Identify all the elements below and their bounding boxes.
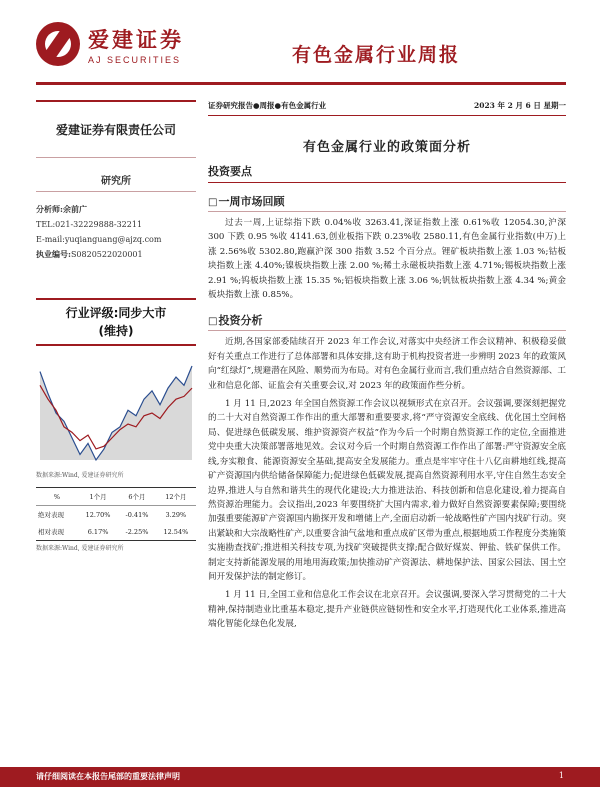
chart-source: 数据来源:Wind, 爱建证券研究所 (36, 472, 124, 479)
performance-chart-svg (36, 358, 196, 468)
chart-area-fill (40, 366, 192, 460)
section-heading-key-points: 投资要点 (208, 163, 566, 183)
table-row (36, 523, 196, 541)
table-cell: 12.70% (85, 510, 111, 519)
analyst-tel: TEL:021-32229888-32211 (36, 220, 143, 229)
industry-rating (36, 298, 196, 346)
report-title: 有色金属行业周报 (292, 44, 461, 66)
logo-en: AJ SECURITIES (88, 54, 182, 65)
document-title: 有色金属行业的政策面分析 (302, 140, 471, 155)
table-row (36, 506, 196, 524)
table-cell: 6.17% (87, 527, 109, 536)
table-header-cell: 1个月 (78, 488, 118, 506)
table-cell: -2.25% (125, 527, 149, 536)
section-heading-investment-analysis: □ 投资分析 (208, 312, 566, 331)
row-label: 相对表现 (38, 528, 64, 536)
rating-line2: (维持) (98, 324, 134, 338)
left-sidebar (36, 100, 196, 552)
company-name: 爱建证券有限责任公司 (36, 100, 196, 158)
analyst-label: 分析师: (36, 204, 63, 214)
paragraph-market-review: 过去一周,上证综指下跌 0.04%收 3263.41,深证指数上涨 0.61%收 12054.30,沪深 300 下跌 0.95 %收 4141.63,创业板指下跌 0.23%收 2580.11,有色金属行业指数(申万)上涨 2.56%收 5302.80,跑赢沪深 300 指数 3.52 个百分点。锂矿板块指数上涨 1.03 %;钴板块指数上涨 4.40%;镍板块指数上涨 2.00 %;稀土永磁板块指数上涨 4.71%;锡板块指数上涨 2.91 %;钨板块指数上涨 15.35 %;铝板块指数上涨 3.06 %;钒钛板块指数上涨 4.34 %;黄金板块指数上涨 0.85%。 (208, 218, 566, 301)
table-header-row (36, 488, 196, 506)
cert-number: S0820522020001 (70, 250, 143, 259)
logo-mark-icon (36, 22, 80, 66)
table-header-cell: % (36, 488, 78, 506)
table-cell: 3.29% (165, 510, 187, 519)
paragraph-intro: 近期,各国家部委陆续召开 2023 年工作会议,对落实中央经济工作会议精神、积极稳妥做好有关重点工作进行了总体部署和具体安排,这有助于机构投资者进一步辨明 2023 年的政策风向“红绿灯”,规避潜在风险、顺势而为布局。对有色金属行业而言,我们重点结合自然资源部、工业和信息化部、证监会有关重要会议,对 2023 年的政策面作些分析。 (208, 337, 567, 391)
logo-cn: 爱建证券 (88, 27, 184, 52)
table-cell: 12.54% (163, 527, 189, 536)
table-source: 数据来源:Wind, 爱建证券研究所 (36, 545, 124, 552)
analyst-name: 余前广 (62, 204, 87, 214)
header-divider (36, 82, 566, 85)
section-heading-market-review: □ 一周市场回顾 (208, 193, 566, 212)
analyst-info (36, 202, 196, 262)
report-category: 证券研究报告●周报●有色金属行业 (208, 101, 327, 110)
performance-chart (36, 358, 196, 468)
brand-logo (36, 22, 184, 66)
report-date: 2023 年 2 月 6 日 星期一 (474, 101, 566, 110)
main-content (208, 100, 566, 632)
report-meta (208, 100, 566, 116)
legal-notice: 请仔细阅读在本报告尾部的重要法律声明 (36, 772, 180, 781)
report-header (0, 0, 600, 86)
paragraph-natural-resources: 1 月 11 日,2023 年全国自然资源工作会议以视频形式在京召开。会议强调,要深刻把握党的二十大对自然资源工作作出的重大部署和重要要求,将“严守资源安全底线、优化国土空间格局、促进绿色低碳发展、维护资源资产权益”作为今后一个时期自然资源工作的定位,全面推进党中央重大决策部署落地见效。会议对今后一个时期自然资源工作作出了部署:严守资源安全底线,夯实粮食、能源资源安全基础,提高安全发展能力。重点是牢牢守住十八亿亩耕地红线,提高矿产资源国内供给储备保障能力;促进绿色低碳发展,提高自然资源利用水平,守住自然生态安全边界,推进人与自然和谐共生的现代化建设;大力推进法治、科技创新和信息化建设,着力提高自然资源治理能力。会议指出,2023 年要围绕扩大国内需求,着力做好自然资源要素保障;要围绕加强重要能源矿产资源国内勘探开发和增储上产,全面启动新一轮战略性矿产国内找矿行动。突出紧缺和大宗战略性矿产,以重要含油气盆地和重点成矿区带为重点,根据地质工作程度分类施策实施勘查找矿;推进相关科技专项,为找矿突破提供支撑;配合做好煤炭、钾盐、铁矿保供工作。制定支持新能源发展的用地用海政策;加快推动矿产资源法、耕地保护法、国家公园法、国土空间开发保护法的制定修订。 (208, 399, 566, 582)
table-header-cell: 6个月 (118, 488, 156, 506)
analyst-email: E-mail:yuqianguang@ajzq.com (36, 235, 162, 244)
row-label: 绝对表现 (38, 511, 64, 519)
cert-label: 执业编号: (36, 249, 71, 259)
research-label: 研究所 (36, 172, 196, 192)
paragraph-industry-it: 1 月 11 日,全国工业和信息化工作会议在北京召开。会议强调,要深入学习贯彻党的二十大精神,保持制造业比重基本稳定,提升产业链供应链韧性和安全水平,打造现代化工业体系,推进高端化智能化绿色化发展, (208, 590, 566, 630)
table-cell: -0.41% (125, 510, 149, 519)
performance-table (36, 487, 196, 541)
page-number: 1 (558, 771, 564, 780)
table-header-cell: 12个月 (156, 488, 196, 506)
rating-line1: 行业评级:同步大市 (65, 306, 167, 320)
